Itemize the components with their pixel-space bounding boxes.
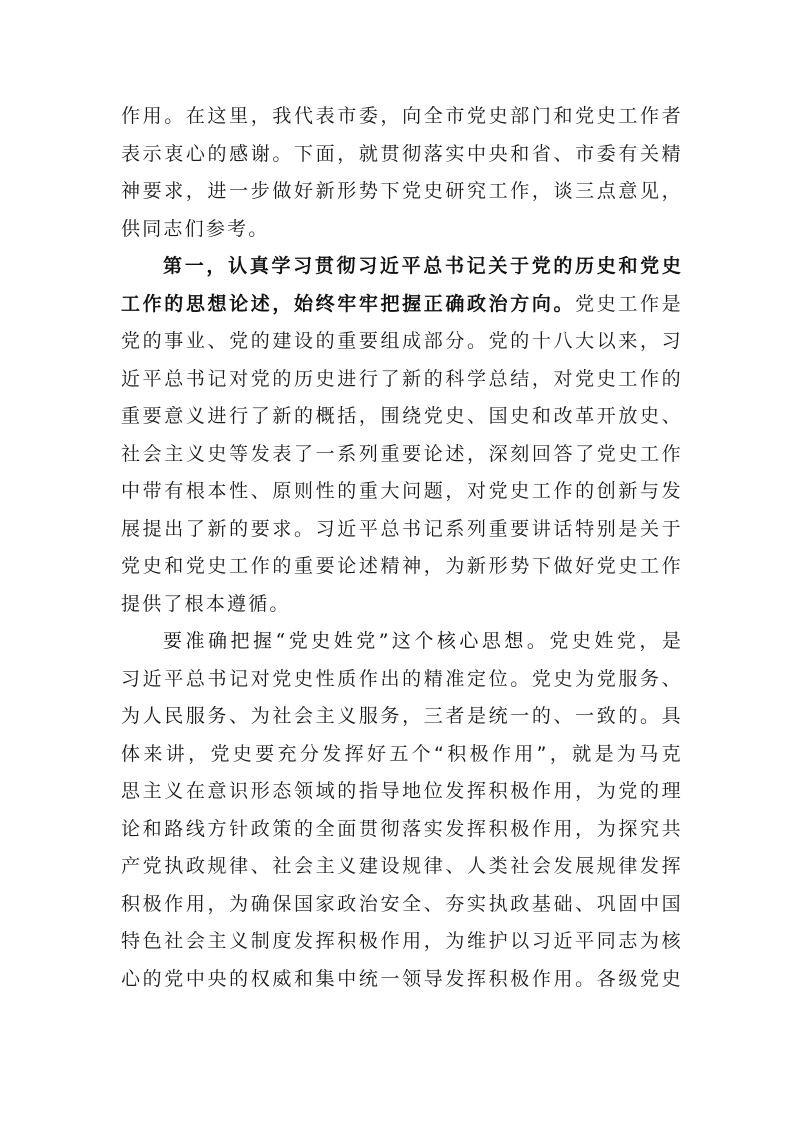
paragraph-first-line: 要 准 确 把 握 “ 党 史 姓 党 ” 这 个 核 心 思 想 。 党 史 姓 党 ， 是 [163, 630, 681, 652]
text-line: 展 提 出 了 新 的 要 求 。 习 近 平 总 书 记 系 列 重 要 讲 话 特 别 是 关 于 [121, 517, 681, 540]
text-line: 供 同 志 们 参 考 。 [121, 217, 268, 240]
text-line: 党 的 事 业 、 党 的 建 设 的 重 要 组 成 部 分 。 党 的 十 八 大 以 来 ， 习 [121, 330, 681, 352]
text-line: 产 党 执 政 规 律 、 社 会 主 义 建 设 规 律 、 人 类 社 会 发 展 规 律 发 挥 [121, 855, 681, 877]
text-line: 中 带 有 根 本 性 、 原 则 性 的 重 大 问 题 ， 对 党 史 工 作 的 创 新 与 发 [121, 480, 681, 502]
text-line: 积 极 作 用 ， 为 确 保 国 家 政 治 安 全 、 夯 实 执 政 基 础 、 巩 固 中 国 [121, 892, 681, 915]
text-line: 为 人 民 服 务 、 为 社 会 主 义 服 务 ， 三 者 是 统 一 的 、 一 致 的 。 具 [121, 705, 681, 727]
text-line: 心 的 党 中 央 的 权 威 和 集 中 统 一 领 导 发 挥 积 极 作 用 。 各 级 党 史 [121, 967, 681, 990]
text-line: 社 会 主 义 史 等 发 表 了 一 系 列 重 要 论 述 ， 深 刻 回 答 了 党 史 工 作 [121, 442, 681, 465]
text-line: 神 要 求 ， 进 一 步 做 好 新 形 势 下 党 史 研 究 工 作 ， 谈 三 点 意 见 ， [121, 180, 681, 202]
text-line: 习 近 平 总 书 记 对 党 史 性 质 作 出 的 精 准 定 位 。 党 史 为 党 服 务 、 [121, 667, 681, 690]
text-line: 党 史 和 党 史 工 作 的 重 要 论 述 精 神 ， 为 新 形 势 下 做 好 党 史 工 作 [121, 555, 681, 577]
text-line: 论 和 路 线 方 针 政 策 的 全 面 贯 彻 落 实 发 挥 积 极 作 用 ， 为 探 究 共 [121, 817, 681, 840]
text-line: 体 来 讲 ， 党 史 要 充 分 发 挥 好 五 个 “ 积 极 作 用 ” ， 就 是 为 马 克 [121, 742, 681, 765]
text-line: 提 供 了 根 本 遵 循 。 [121, 592, 289, 615]
text-line: 思 主 义 在 意 识 形 态 领 域 的 指 导 地 位 发 挥 积 极 作 用 ， 为 党 的 理 [121, 780, 681, 802]
paragraph-first-line: 第 一 ， 认 真 学 习 贯 彻 习 近 平 总 书 记 关 于 党 的 历 史 和 党 史 [163, 255, 681, 277]
text-line: 表 示 衷 心 的 感 谢 。 下 面 ， 就 贯 彻 落 实 中 央 和 省 、 市 委 有 关 精 [121, 142, 681, 165]
text-line: 作 用 。 在 这 里 ， 我 代 表 市 委 ， 向 全 市 党 史 部 门 和 党 史 工 作 者 [121, 105, 681, 127]
text-line: 近 平 总 书 记 对 党 的 历 史 进 行 了 新 的 科 学 总 结 ， 对 党 史 工 作 的 [121, 367, 681, 390]
document-body [121, 98, 681, 998]
text-line: 工 作 的 思 想 论 述 ， 始 终 牢 牢 把 握 正 确 政 治 方 向 。 党 史 工 作 是 [121, 292, 681, 315]
text-line: 特 色 社 会 主 义 制 度 发 挥 积 极 作 用 ， 为 维 护 以 习 近 平 同 志 为 核 [121, 930, 681, 952]
text-line: 重 要 意 义 进 行 了 新 的 概 括 ， 围 绕 党 史 、 国 史 和 改 革 开 放 史 、 [121, 405, 681, 427]
